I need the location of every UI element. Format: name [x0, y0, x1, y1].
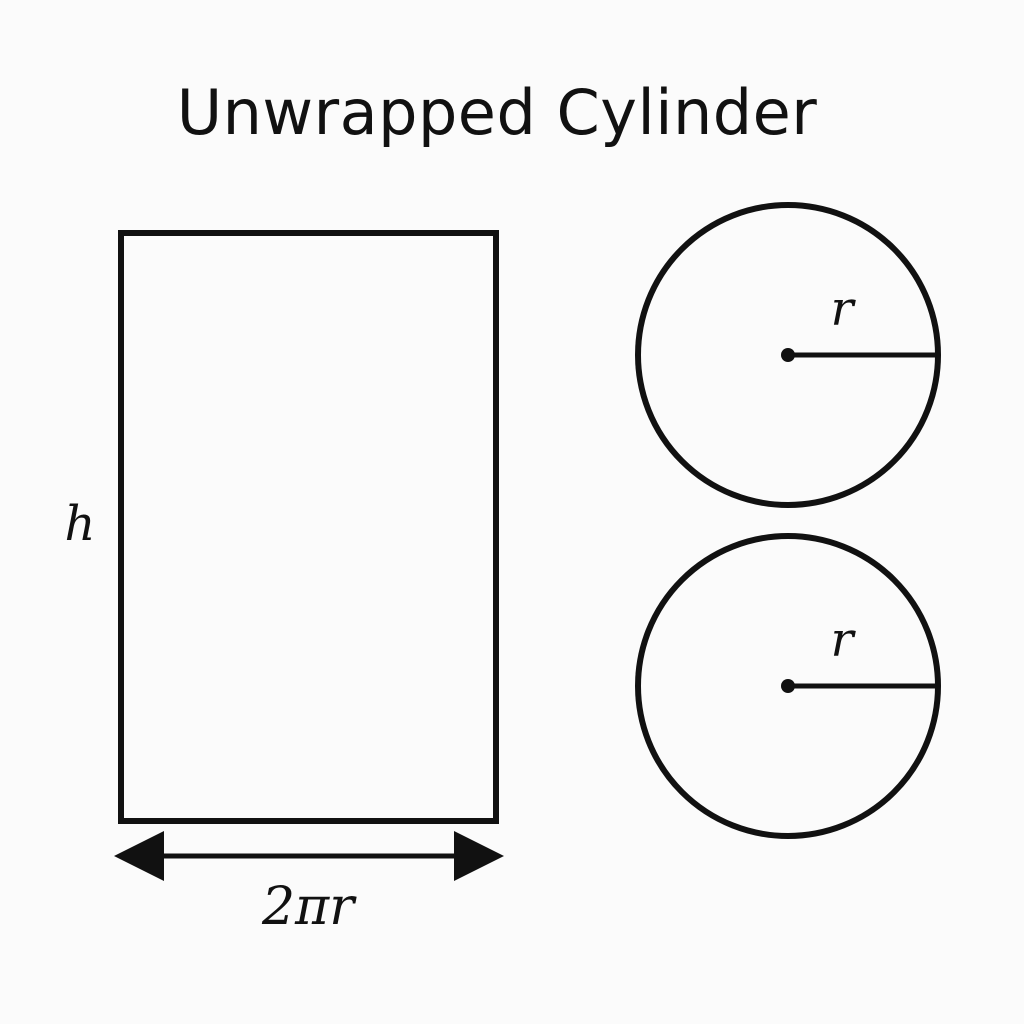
top-radius-label: r: [830, 281, 854, 337]
lateral-surface-rectangle: [121, 233, 496, 821]
height-label: h: [64, 496, 96, 552]
bottom-radius-label: r: [830, 612, 854, 668]
diagram-title: Unwrapped Cylinder: [176, 76, 818, 149]
width-label: 2πr: [261, 877, 355, 937]
